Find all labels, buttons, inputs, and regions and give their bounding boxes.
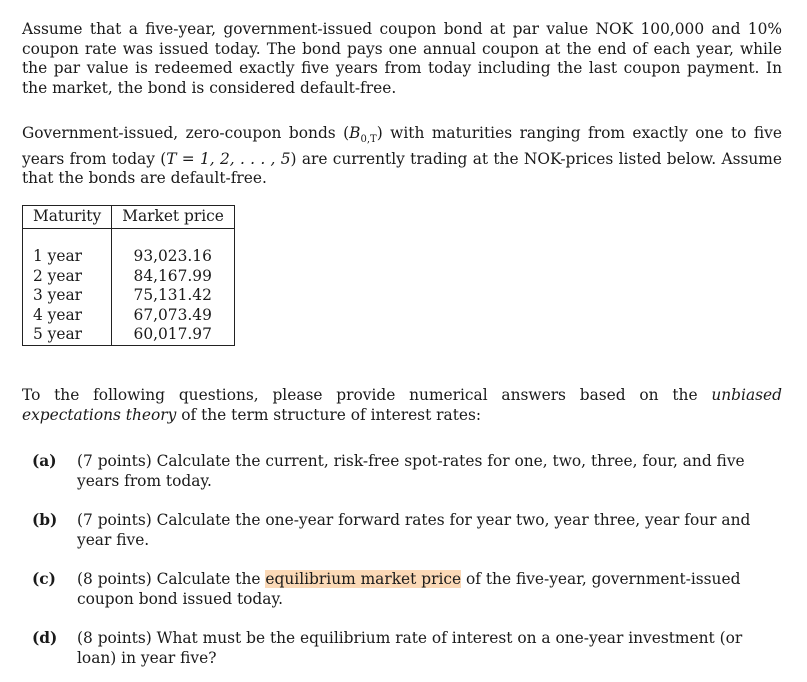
highlighted-phrase[interactable]: equilibrium market price — [265, 570, 462, 588]
p2-math: T = 1, 2, . . . , 5 — [166, 149, 291, 168]
table-spacer-row — [23, 229, 235, 248]
header-market-price: Market price — [112, 206, 235, 229]
p2-symbol: B — [349, 124, 361, 142]
maturity-cell: 3 year — [23, 286, 112, 306]
question-text: (8 points) What must be the equilibrium rate of interest on a one-year investment (or loan) in year five? — [77, 629, 743, 667]
maturity-cell: 1 year — [23, 247, 112, 267]
p2-subscript: 0,T — [360, 134, 377, 146]
question-text: (7 points) Calculate the one-year forward rates for year two, year three, year four and year five. — [77, 511, 751, 549]
table-row — [23, 247, 235, 267]
question-label: (c) — [32, 570, 56, 588]
question-label: (a) — [32, 452, 57, 470]
question-label: (d) — [32, 629, 58, 647]
price-cell: 93,023.16 — [133, 247, 212, 265]
price-cell: 75,131.42 — [133, 286, 212, 304]
maturity-cell: 2 year — [23, 267, 112, 287]
instructions-after: of the term structure of interest rates: — [176, 405, 482, 424]
instructions-emphasis: unbiased expectations theory — [22, 386, 782, 424]
table-row — [23, 286, 235, 306]
instructions-before: To the following questions, please provide numerical answers based on the — [22, 386, 712, 404]
instructions-paragraph — [22, 386, 782, 425]
price-cell: 67,073.49 — [133, 305, 212, 324]
table-header-row — [23, 206, 235, 229]
p2-text-a: Government-issued, zero-coupon bonds ( — [22, 124, 350, 142]
question-label: (b) — [32, 511, 58, 529]
p2-text-c: ) are currently trading at the NOK-prices listed below. Assume that the bonds are default-free. — [22, 149, 782, 188]
price-table — [22, 205, 235, 346]
maturity-cell: 5 year — [23, 325, 112, 345]
price-cell: 60,017.97 — [133, 325, 212, 343]
question-text: (7 points) Calculate the current, risk-free spot-rates for one, two, three, four, and five years from today. — [77, 452, 745, 490]
question-text: (8 points) Calculate the equilibrium market price of the five-year, government-issued coupon bond issued today. — [77, 570, 741, 608]
maturity-cell: 4 year — [23, 306, 112, 326]
table-row — [23, 325, 235, 345]
price-cell: 84,167.99 — [133, 266, 212, 285]
table-row — [23, 267, 235, 287]
header-maturity: Maturity — [23, 206, 112, 229]
p2-text-b: ) with maturities ranging from exactly one to five years from today ( — [22, 124, 782, 168]
intro-paragraph-bond: Assume that a five-year, government-issued coupon bond at par value NOK 100,000 and 10% coupon rate was issued today. The bond pays one annual coupon at the end of each year, while the par value is redeemed exactly five years from today including the last coupon payment. In the market, the bond is considered default-free. — [22, 20, 782, 97]
intro-paragraph-zero-coupon — [22, 124, 782, 189]
table-row — [23, 306, 235, 326]
